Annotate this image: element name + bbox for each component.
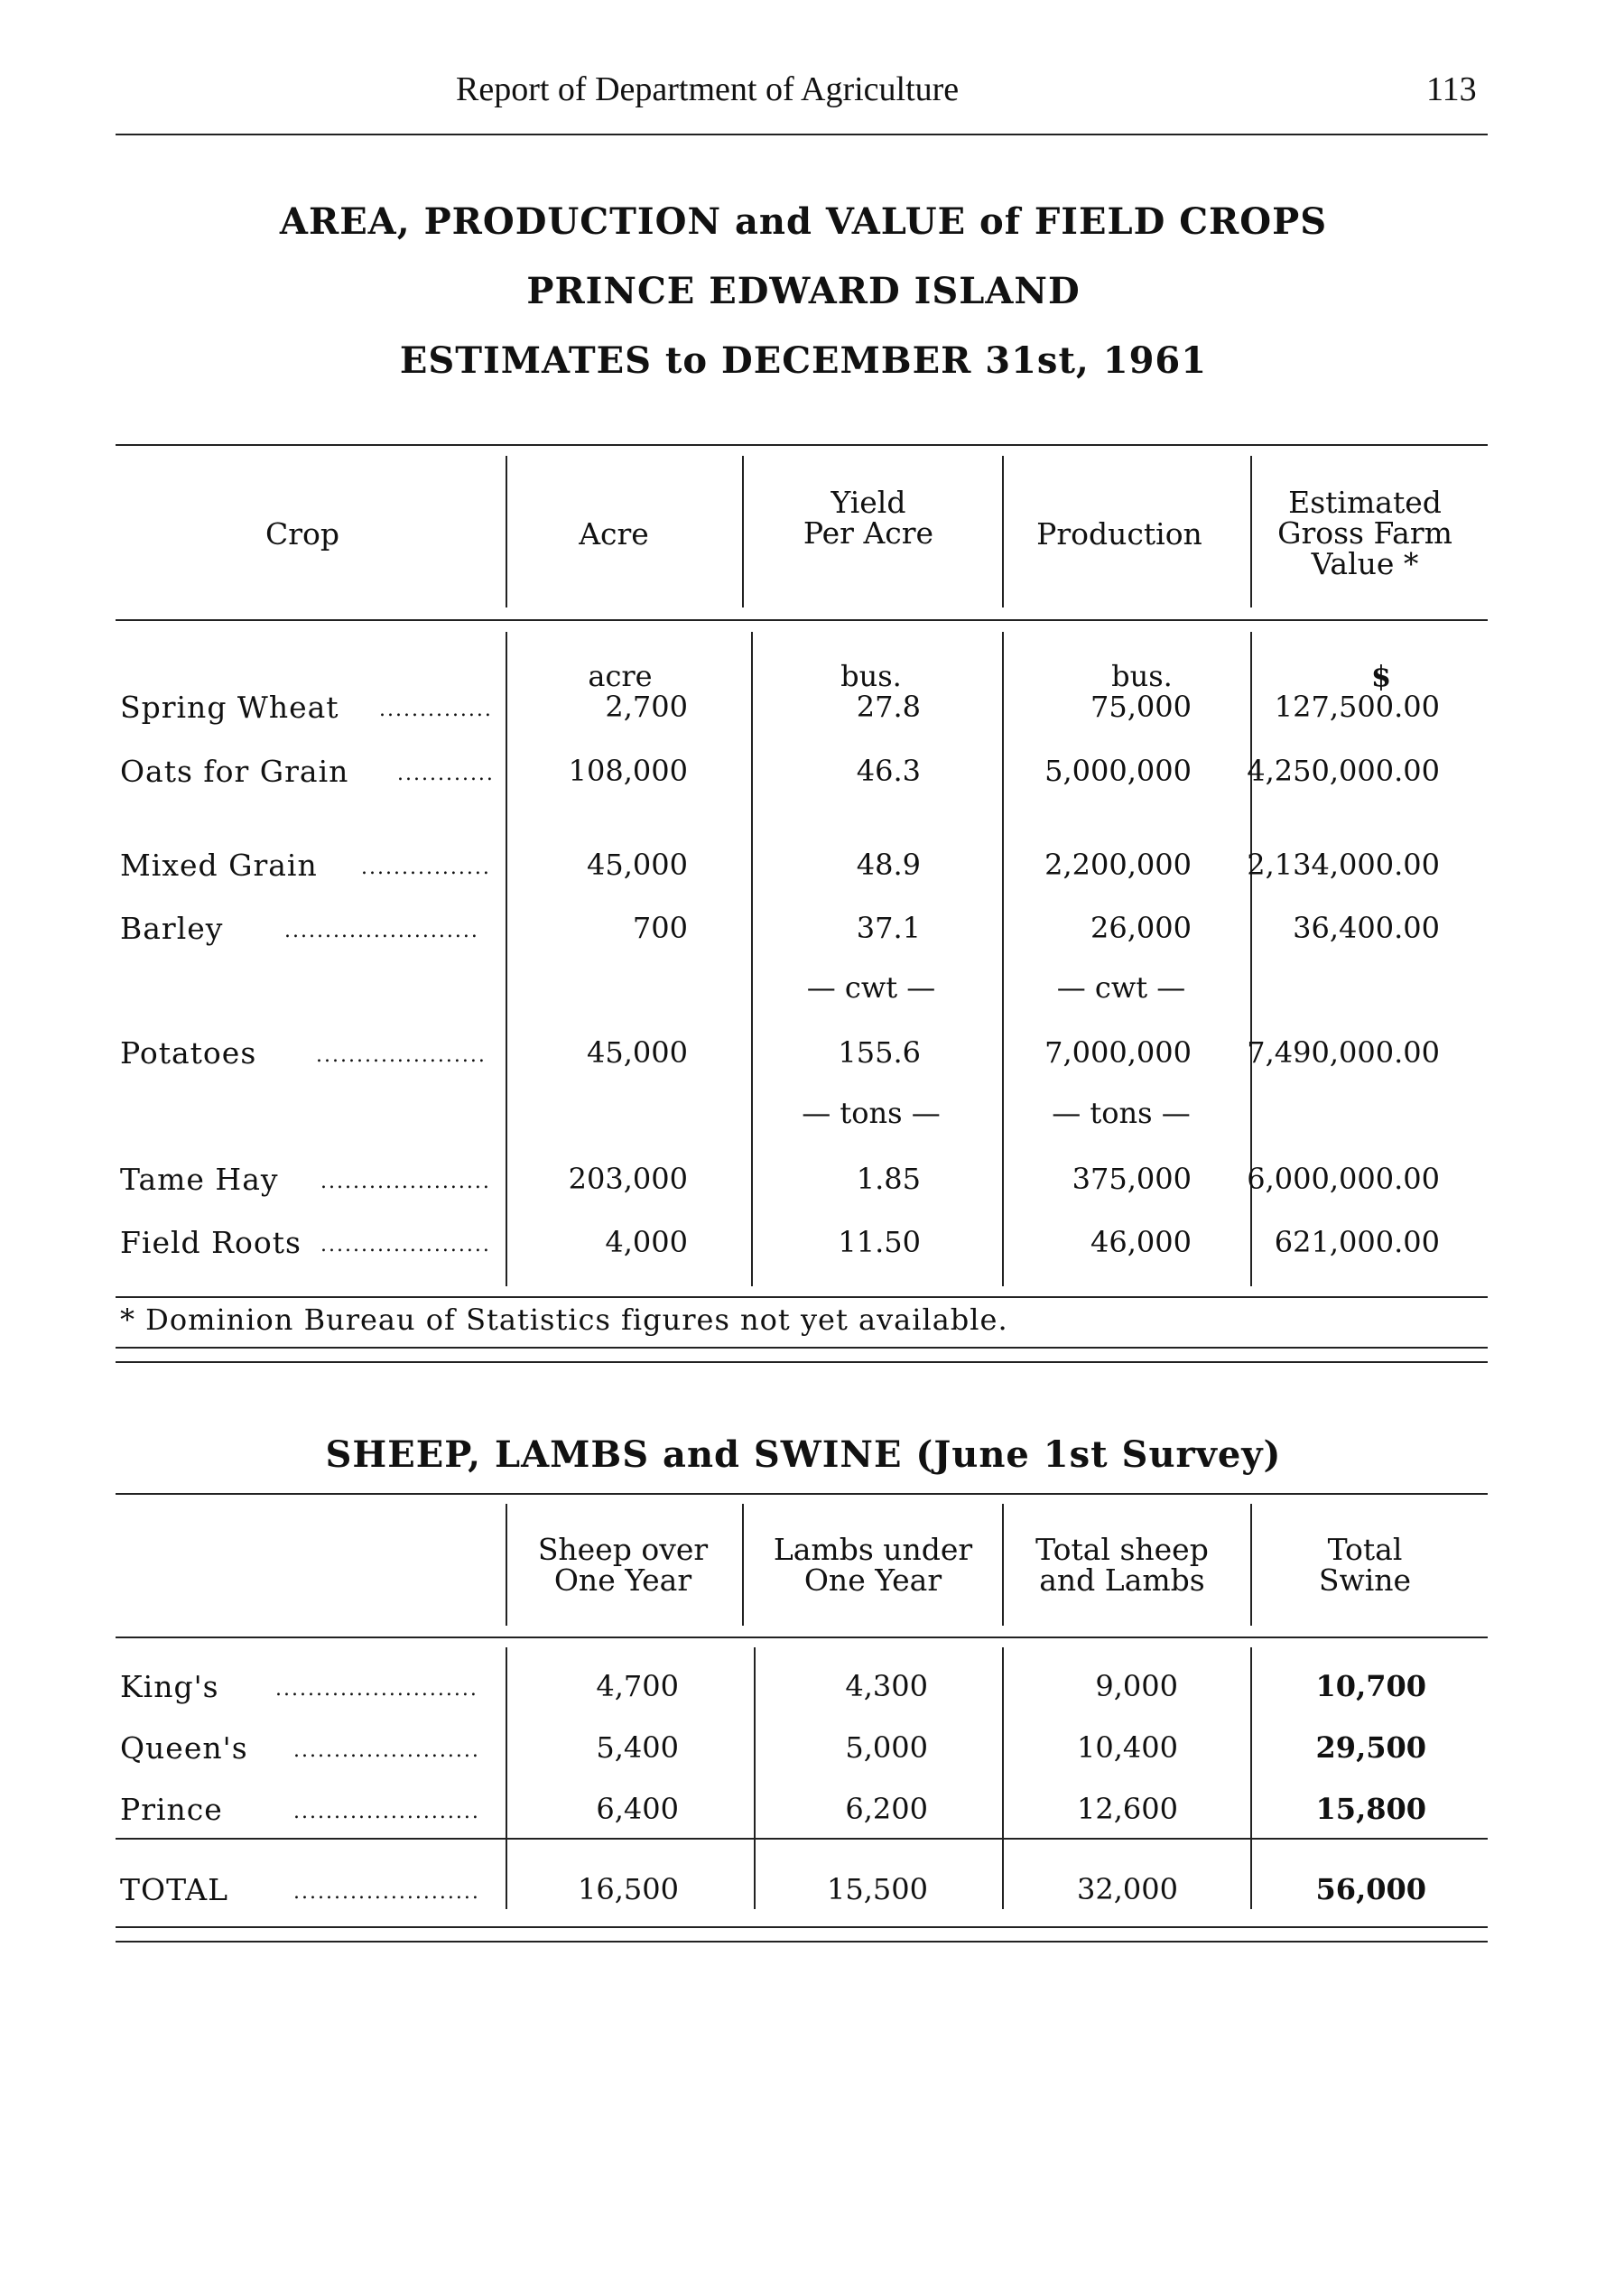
crops-top-rule: [116, 444, 1488, 446]
col-header-swine-1: Total: [1327, 1532, 1403, 1567]
col-header-acre: Acre: [579, 516, 649, 552]
leader-dots: ........................: [284, 920, 479, 942]
acre-value: 108,000: [568, 754, 688, 788]
col-header-swine-2: Swine: [1318, 1562, 1412, 1598]
col-header-total-2: and Lambs: [1039, 1562, 1205, 1598]
crop-name: Field Roots: [120, 1225, 302, 1260]
production-value: 26,000: [1090, 911, 1192, 945]
col-header-lambs-1: Lambs under: [773, 1532, 973, 1567]
swine-value: 29,500: [1315, 1730, 1426, 1765]
gross-value: 621,000.00: [1274, 1225, 1440, 1259]
sheep-bottom-rule-1: [116, 1926, 1488, 1928]
total-value: 9,000: [1095, 1669, 1178, 1703]
unit-acre: acre: [588, 659, 653, 693]
leader-dots: .......................: [293, 1739, 480, 1762]
running-header: Report of Department of Agriculture: [456, 70, 960, 108]
yield-value: 48.9: [856, 848, 921, 882]
unit-yield-tons: — tons —: [802, 1096, 941, 1130]
total-value: 12,600: [1077, 1792, 1178, 1826]
acre-value: 700: [632, 911, 688, 945]
sheep-body-divider-2: [754, 1647, 756, 1909]
unit-yield-bus: bus.: [840, 659, 902, 693]
production-value: 5,000,000: [1044, 754, 1192, 788]
crops-body-divider-1: [506, 632, 507, 1286]
sheep-col-divider-2: [742, 1504, 744, 1626]
crop-name: Spring Wheat: [120, 690, 339, 725]
leader-dots: .......................: [293, 1801, 480, 1823]
crop-name: Oats for Grain: [120, 754, 349, 789]
crops-col-divider-2: [742, 456, 744, 607]
header-rule: [116, 134, 1488, 135]
sheep-total: 16,500: [578, 1872, 679, 1906]
lambs-value: 4,300: [845, 1669, 928, 1703]
unit-yield-cwt: — cwt —: [806, 970, 936, 1005]
crops-title-line-1: AREA, PRODUCTION and VALUE of FIELD CROPS: [279, 200, 1328, 243]
acre-value: 45,000: [587, 1035, 688, 1070]
gross-value: 7,490,000.00: [1247, 1035, 1440, 1070]
crops-body-divider-3: [1002, 632, 1004, 1286]
acre-value: 45,000: [587, 848, 688, 882]
lambs-total: 15,500: [827, 1872, 928, 1906]
acre-value: 2,700: [605, 690, 688, 724]
sheep-body-divider-3: [1002, 1647, 1004, 1909]
crops-col-divider-4: [1250, 456, 1252, 607]
unit-production-cwt: — cwt —: [1056, 970, 1186, 1005]
leader-dots: .....................: [320, 1234, 491, 1256]
crops-title-line-3: ESTIMATES to DECEMBER 31st, 1961: [399, 339, 1208, 382]
lambs-value: 6,200: [845, 1792, 928, 1826]
sheep-lambs-total: 32,000: [1077, 1872, 1178, 1906]
leader-dots: ..............: [379, 699, 493, 721]
unit-production-tons: — tons —: [1052, 1096, 1191, 1130]
yield-value: 11.50: [838, 1225, 921, 1259]
gross-value: 127,500.00: [1274, 690, 1440, 724]
sheep-col-divider-3: [1002, 1504, 1004, 1626]
production-value: 75,000: [1090, 690, 1192, 724]
total-value: 10,400: [1077, 1730, 1178, 1765]
crops-header-rule: [116, 619, 1488, 621]
sheep-title: SHEEP, LAMBS and SWINE (June 1st Survey): [325, 1433, 1282, 1476]
leader-dots: .........................: [275, 1678, 478, 1701]
sheep-total-rule: [116, 1838, 1488, 1840]
county-name: King's: [120, 1669, 219, 1704]
unit-production-bus: bus.: [1111, 659, 1173, 693]
gross-value: 36,400.00: [1293, 911, 1440, 945]
production-value: 7,000,000: [1044, 1035, 1192, 1070]
crops-title-line-2: PRINCE EDWARD ISLAND: [526, 270, 1081, 312]
sheep-col-divider-4: [1250, 1504, 1252, 1626]
page-number: 113: [1426, 70, 1477, 108]
col-header-value-1: Estimated: [1288, 485, 1442, 520]
col-header-crop: Crop: [264, 516, 340, 552]
gross-value: 2,134,000.00: [1247, 848, 1440, 882]
production-value: 46,000: [1090, 1225, 1192, 1259]
yield-value: 46.3: [856, 754, 921, 788]
leader-dots: ............: [397, 763, 495, 785]
crop-name: Potatoes: [120, 1035, 257, 1071]
acre-value: 203,000: [568, 1162, 688, 1196]
lambs-value: 5,000: [845, 1730, 928, 1765]
col-header-yield-1: Yield: [831, 485, 906, 520]
crops-col-divider-3: [1002, 456, 1004, 607]
swine-value: 10,700: [1315, 1669, 1426, 1703]
leader-dots: .....................: [316, 1044, 487, 1067]
crops-bottom-rule: [116, 1296, 1488, 1298]
production-value: 375,000: [1072, 1162, 1192, 1196]
sheep-body-divider-1: [506, 1647, 507, 1909]
footnote: * Dominion Bureau of Statistics figures not yet available.: [120, 1303, 1008, 1337]
sheep-value: 4,700: [596, 1669, 679, 1703]
crop-name: Tame Hay: [120, 1162, 279, 1197]
col-header-sheep-2: One Year: [553, 1562, 692, 1598]
swine-total: 56,000: [1315, 1872, 1426, 1906]
sheep-top-rule: [116, 1493, 1488, 1495]
section-separator: [116, 1361, 1488, 1363]
production-value: 2,200,000: [1044, 848, 1192, 882]
crops-col-divider-1: [506, 456, 507, 607]
gross-value: 6,000,000.00: [1247, 1162, 1440, 1196]
sheep-bottom-rule-2: [116, 1941, 1488, 1943]
unit-dollar: $: [1370, 659, 1392, 693]
sheep-header-rule: [116, 1637, 1488, 1638]
crop-name: Mixed Grain: [120, 848, 318, 883]
col-header-sheep-1: Sheep over: [537, 1532, 709, 1567]
gross-value: 4,250,000.00: [1247, 754, 1440, 788]
crops-body-divider-2: [751, 632, 753, 1286]
col-header-value-3: Value *: [1311, 546, 1419, 581]
yield-value: 37.1: [856, 911, 921, 945]
yield-value: 1.85: [856, 1162, 921, 1196]
yield-value: 27.8: [856, 690, 921, 724]
crop-name: Barley: [120, 911, 224, 946]
col-header-yield-2: Per Acre: [803, 515, 934, 551]
col-header-lambs-2: One Year: [803, 1562, 942, 1598]
county-name: Prince: [120, 1792, 223, 1827]
leader-dots: .....................: [320, 1171, 491, 1193]
swine-value: 15,800: [1315, 1792, 1426, 1826]
yield-value: 155.6: [838, 1035, 921, 1070]
crops-footnote-rule: [116, 1347, 1488, 1349]
col-header-value-2: Gross Farm: [1277, 515, 1452, 551]
sheep-col-divider-1: [506, 1504, 507, 1626]
sheep-body-divider-4: [1250, 1647, 1252, 1909]
leader-dots: ................: [361, 857, 491, 879]
col-header-production: Production: [1036, 516, 1202, 552]
leader-dots: .......................: [293, 1881, 480, 1904]
county-name: Queen's: [120, 1730, 248, 1766]
sheep-value: 6,400: [596, 1792, 679, 1826]
acre-value: 4,000: [605, 1225, 688, 1259]
col-header-total-1: Total sheep: [1035, 1532, 1209, 1567]
sheep-value: 5,400: [596, 1730, 679, 1765]
total-label: TOTAL: [120, 1872, 229, 1907]
